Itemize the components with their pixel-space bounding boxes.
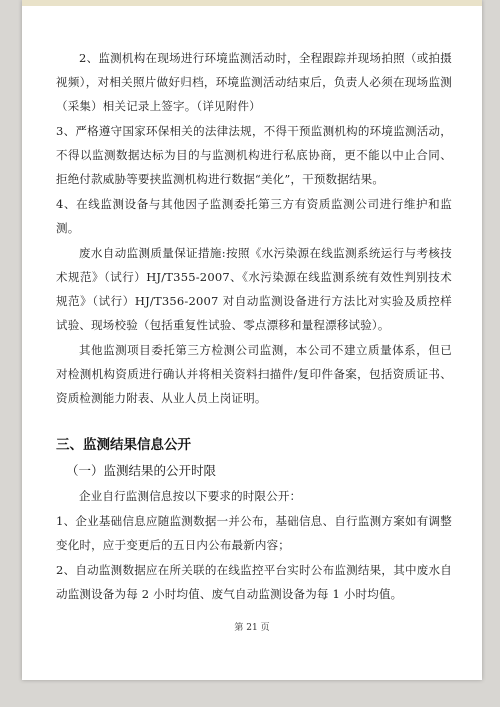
paragraph-wastewater-qa: 废水自动监测质量保证措施:按照《水污染源在线监测系统运行与考核技术规范》（试行）HJ/T355-2007、《水污染源在线监测系统有效性判别技术规范》（试行）HJ/T356-2007 对自动监测设备进行方法比对实验及质控样试验、现场校验（包括重复性试验、零点漂移和量程漂移试验）。 (56, 246, 452, 332)
list-item-2: 2、自动监测数据应在所关联的在线监控平台实时公布监测结果，其中废水自动监测设备为每 2 小时均值、废气自动监测设备为每 1 小时均值。 (56, 563, 452, 601)
section-heading: 三、监测结果信息公开 (56, 437, 191, 453)
paragraph-item-4: 4、在线监测设备与其他因子监测委托第三方有资质监测公司进行维护和监测。 (56, 197, 452, 235)
paragraph-item-2: 2、监测机构在现场进行环境监测活动时，全程跟踪并现场拍照（或拍摄视频），对相关照片做好归档，环境监测活动结束后，负责人必须在现场监测（采集）相关记录上签字。（详见附件） (56, 51, 452, 113)
list-item-1: 1、企业基础信息应随监测数据一并公布，基础信息、自行监测方案如有调整变化时，应于变更后的五日内公布最新内容； (56, 514, 452, 552)
page-content (56, 46, 452, 607)
subsection-heading: （一）监测结果的公开时限 (66, 463, 217, 478)
paragraph-item-3: 3、严格遵守国家环保相关的法律法规，不得干预监测机构的环境监测活动，不得以监测数据达标为目的与监测机构进行私底协商，更不能以中止合同、拒绝付款威胁等要挟监测机构进行数据“美化”，干预数据结果。 (56, 124, 452, 186)
paragraph-third-party: 其他监测项目委托第三方检测公司监测，本公司不建立质量体系，但已对检测机构资质进行确认并将相关资料扫描件/复印件备案，包括资质证书、资质检测能力附表、从业人员上岗证明。 (56, 343, 452, 405)
paragraph-intro: 企业自行监测信息按以下要求的时限公开： (79, 489, 302, 503)
page-top-edge (22, 0, 482, 6)
page-number: 第 21 页 (234, 623, 270, 633)
